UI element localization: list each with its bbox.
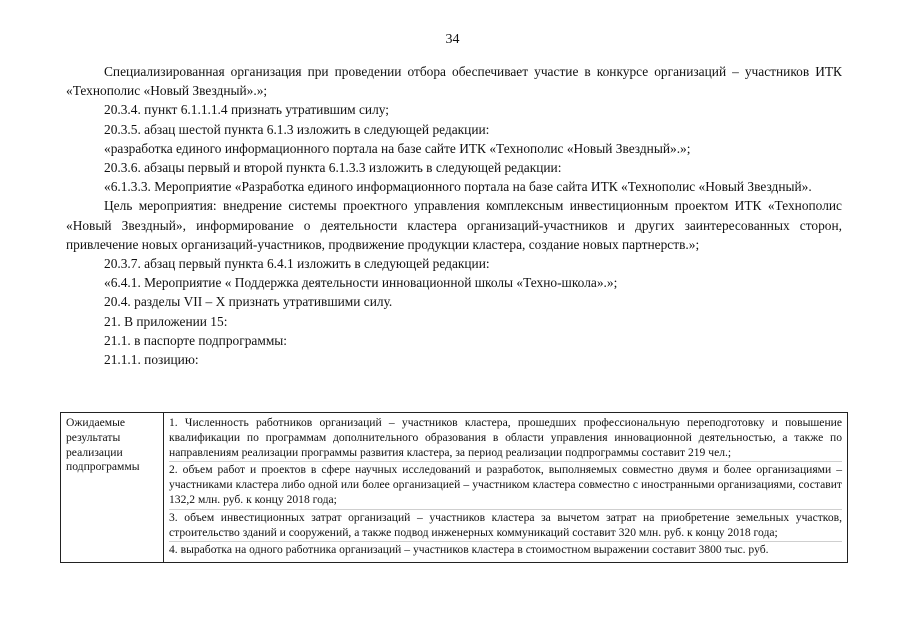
table-row (61, 413, 848, 563)
paragraph-21-1: 21.1. в паспорте подпрограммы: (104, 332, 288, 348)
table-content-cell (164, 413, 848, 563)
result-item-2: 2. объем работ и проектов в сфере научных исследований и разработок, выполняемых совместно двумя и более организациями – участниками кластера либо одной или более организацией – участником кластера совместно с иностранными организациями, составит 132,2 млн. руб. к концу 2018 года; (169, 463, 842, 509)
result-item-1: 1. Численность работников организаций – участников кластера, прошедших профессиональную переподготовку и повышение квалификации по программам дополнительного образования в области управления инновационной деятельностью, а также по направлениям реализации программы развития кластера, за период реализации подпрограммы составит 219 чел.; (169, 416, 842, 462)
paragraph-20-4: 20.4. разделы VII – X признать утратившими силу. (104, 294, 393, 310)
paragraph-6-1-3-3: «6.1.3.3. Мероприятие «Разработка единого информационного портала на базе сайта ИТК «Технополис «Новый Звездный». (104, 179, 812, 195)
paragraph-20-3-6: 20.3.6. абзацы первый и второй пункта 6.1.3.3 изложить в следующей редакции: (104, 160, 562, 176)
paragraph-6-4-1: «6.4.1. Мероприятие « Поддержка деятельности инновационной школы «Техно-школа».»; (104, 275, 618, 291)
paragraph-20-3-7: 20.3.7. абзац первый пункта 6.4.1 изложить в следующей редакции: (104, 256, 490, 272)
paragraph-intro: Специализированная организация при проведении отбора обеспечивает участие в конкурсе организаций – участников ИТК «Технополис «Новый Звездный».»; (66, 64, 842, 99)
table-label-cell: Ожидаемые результаты реализации подпрограммы (61, 413, 164, 563)
paragraph-21-1-1: 21.1.1. позицию: (104, 352, 199, 368)
expected-results-table (60, 412, 848, 563)
paragraph-20-3-4: 20.3.4. пункт 6.1.1.1.4 признать утратившим силу; (104, 102, 390, 118)
document-body (66, 62, 842, 369)
paragraph-21: 21. В приложении 15: (104, 313, 228, 329)
page-number: 34 (445, 32, 460, 47)
result-item-4: 4. выработка на одного работника организаций – участников кластера в стоимостном выражении составит 3800 тыс. руб. (169, 543, 769, 557)
result-item-3: 3. объем инвестиционных затрат организаций – участников кластера за вычетом затрат на приобретение земельных участков, строительство зданий и сооружений, а также подвод инженерных коммуникаций составит 320 млн. руб. к концу 2018 года; (169, 511, 842, 543)
paragraph-20-3-5: 20.3.5. абзац шестой пункта 6.1.3 изложить в следующей редакции: (104, 121, 490, 137)
paragraph-goal: Цель мероприятия: внедрение системы проектного управления комплексным инвестиционным проектом ИТК «Технополис «Новый Звездный», информирование о деятельности кластера организаций-участников и других заинтересованных сторон, привлечение новых организаций-участников, продвижение продукции кластера, создание новых партнерств.»; (66, 198, 842, 252)
paragraph-quote-portal: «разработка единого информационного портала на базе сайте ИТК «Технополис «Новый Звездный».»; (104, 140, 691, 156)
